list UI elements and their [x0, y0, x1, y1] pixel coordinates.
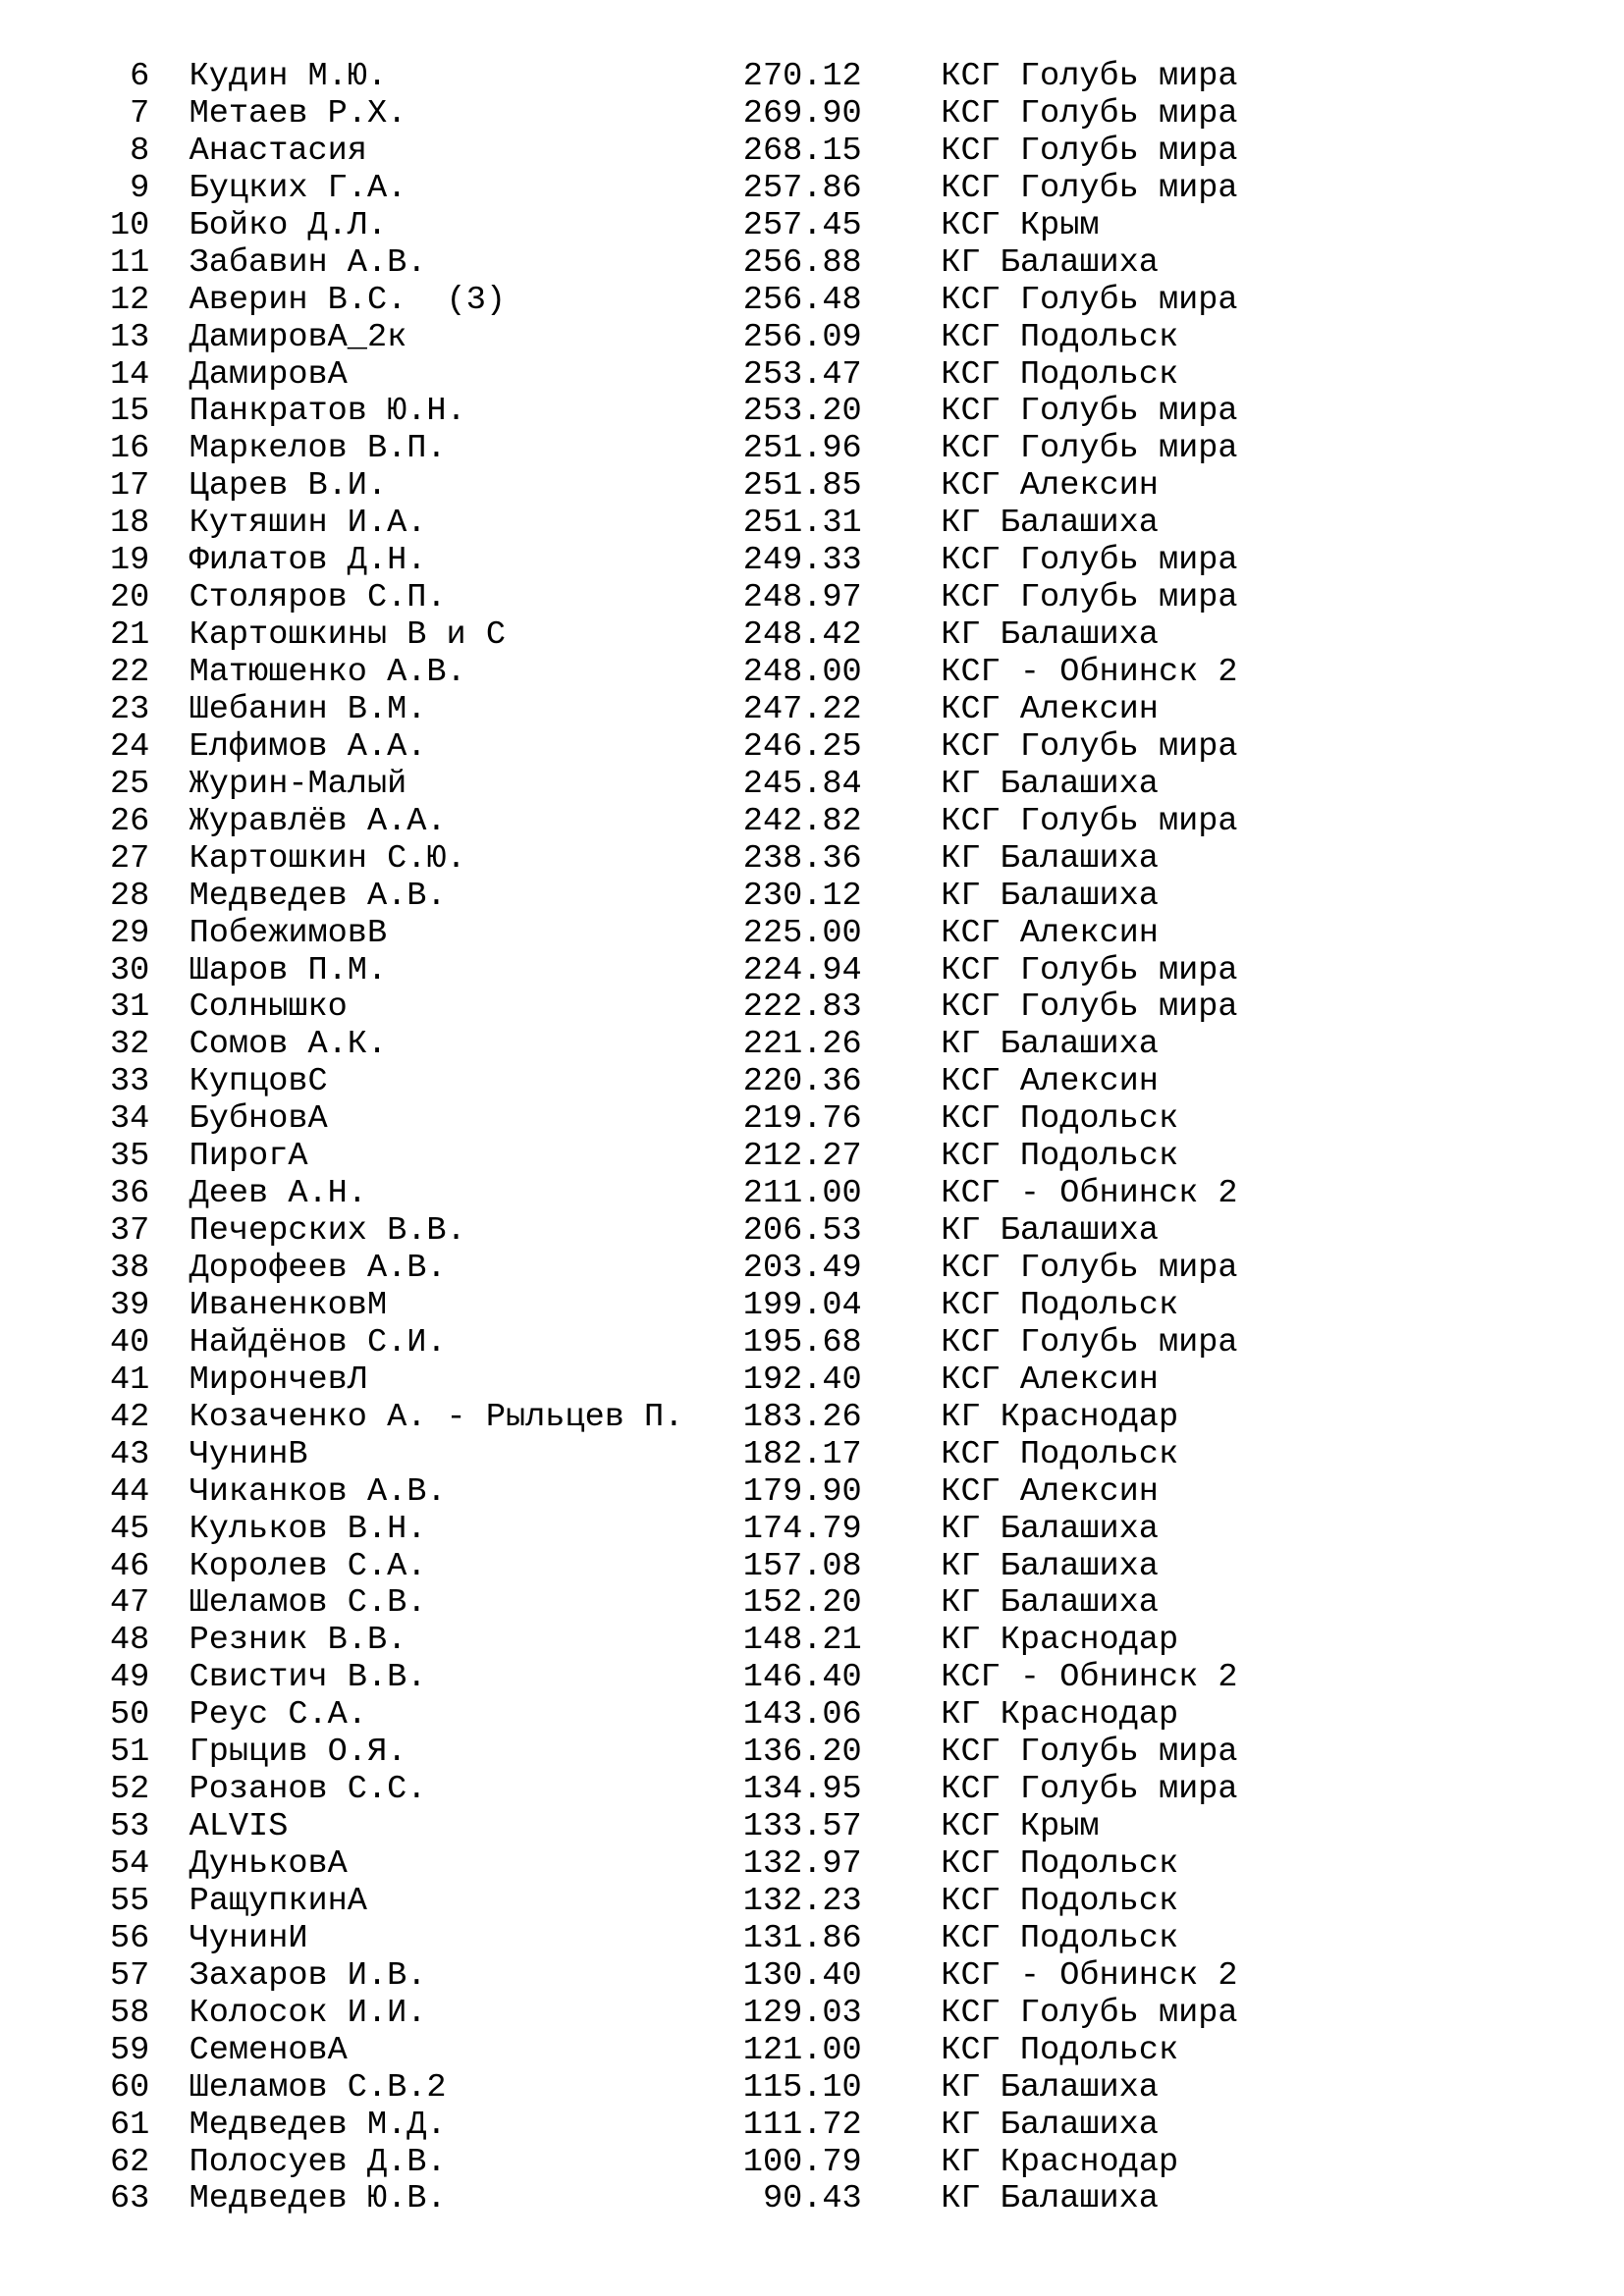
- table-row: 50 Реус С.А. 143.06 КГ Краснодар: [110, 1696, 1179, 1735]
- table-row: 11 Забавин А.В. 256.88 КГ Балашиха: [110, 243, 1159, 282]
- table-row: 22 Матюшенко А.В. 248.00 КСГ - Обнинск 2: [110, 654, 1238, 691]
- table-row: 39 ИваненковМ 199.04 КСГ Подольск: [110, 1286, 1179, 1324]
- table-row: 6 Кудин М.Ю. 270.12 КСГ Голубь мира: [110, 58, 1238, 95]
- table-row: 7 Метаев Р.Х. 269.90 КСГ Голубь мира: [110, 94, 1238, 133]
- table-row: 59 СеменовА 121.00 КСГ Подольск: [110, 2031, 1179, 2069]
- table-row: 57 Захаров И.В. 130.40 КСГ - Обнинск 2: [110, 1956, 1238, 1995]
- table-row: 28 Медведев А.В. 230.12 КГ Балашиха: [110, 877, 1159, 915]
- table-row: 49 Свистич В.В. 146.40 КСГ - Обнинск 2: [110, 1659, 1238, 1697]
- table-row: 44 Чиканков А.В. 179.90 КСГ Алексин: [110, 1472, 1159, 1511]
- table-row: 51 Грыцив О.Я. 136.20 КСГ Голубь мира: [110, 1734, 1238, 1772]
- table-row: 62 Полосуев Д.В. 100.79 КГ Краснодар: [110, 2143, 1179, 2181]
- table-row: 61 Медведев М.Д. 111.72 КГ Балашиха: [110, 2106, 1159, 2144]
- table-row: 34 БубновА 219.76 КСГ Подольск: [110, 1100, 1179, 1139]
- table-row: 36 Деев А.Н. 211.00 КСГ - Обнинск 2: [110, 1175, 1238, 1213]
- table-row: 21 Картошкины В и С 248.42 КГ Балашиха: [110, 616, 1159, 655]
- table-row: 23 Шебанин В.М. 247.22 КСГ Алексин: [110, 690, 1159, 728]
- table-row: 58 Колосок И.И. 129.03 КСГ Голубь мира: [110, 1994, 1238, 2032]
- table-row: 15 Панкратов Ю.Н. 253.20 КСГ Голубь мира: [110, 393, 1238, 431]
- table-row: 56 ЧунинИ 131.86 КСГ Подольск: [110, 1919, 1179, 1957]
- table-row: 20 Столяров С.П. 248.97 КСГ Голубь мира: [110, 579, 1238, 617]
- table-row: 63 Медведев Ю.В. 90.43 КГ Балашиха: [110, 2180, 1159, 2218]
- table-row: 30 Шаров П.М. 224.94 КСГ Голубь мира: [110, 951, 1238, 989]
- table-row: 42 Козаченко А. - Рыльцев П. 183.26 КГ Краснодар: [110, 1398, 1179, 1436]
- table-row: 10 Бойко Д.Л. 257.45 КСГ Крым: [110, 206, 1100, 244]
- table-row: 48 Резник В.В. 148.21 КГ Краснодар: [110, 1622, 1179, 1660]
- table-row: 12 Аверин В.С. (3) 256.48 КСГ Голубь мира: [110, 281, 1238, 319]
- results-list: [110, 59, 1238, 2218]
- table-row: 45 Кульков В.Н. 174.79 КГ Балашиха: [110, 1510, 1159, 1548]
- table-row: 13 ДамировА_2к 256.09 КСГ Подольск: [110, 318, 1179, 356]
- table-row: 19 Филатов Д.Н. 249.33 КСГ Голубь мира: [110, 542, 1238, 580]
- table-row: 60 Шеламов С.В.2 115.10 КГ Балашиха: [110, 2068, 1159, 2107]
- table-row: 38 Дорофеев А.В. 203.49 КСГ Голубь мира: [110, 1250, 1238, 1287]
- table-row: 25 Журин-Малый 245.84 КГ Балашиха: [110, 765, 1159, 803]
- table-row: 31 Солнышко 222.83 КСГ Голубь мира: [110, 988, 1238, 1027]
- table-row: 37 Печерских В.В. 206.53 КГ Балашиха: [110, 1212, 1159, 1251]
- table-row: 24 Елфимов А.А. 246.25 КСГ Голубь мира: [110, 727, 1238, 766]
- table-row: 33 КупцовС 220.36 КСГ Алексин: [110, 1063, 1159, 1101]
- table-row: 54 ДуньковА 132.97 КСГ Подольск: [110, 1845, 1179, 1883]
- table-row: 27 Картошкин С.Ю. 238.36 КГ Балашиха: [110, 839, 1159, 878]
- table-row: 8 Анастасия 268.15 КСГ Голубь мира: [110, 132, 1238, 170]
- table-row: 16 Маркелов В.П. 251.96 КСГ Голубь мира: [110, 430, 1238, 468]
- table-row: 9 Буцких Г.А. 257.86 КСГ Голубь мира: [110, 169, 1238, 207]
- table-row: 14 ДамировА 253.47 КСГ Подольск: [110, 355, 1179, 394]
- table-row: 55 РащупкинА 132.23 КСГ Подольск: [110, 1882, 1179, 1920]
- table-row: 41 МирончевЛ 192.40 КСГ Алексин: [110, 1361, 1159, 1399]
- table-row: 53 ALVIS 133.57 КСГ Крым: [110, 1808, 1100, 1846]
- table-row: 32 Сомов А.К. 221.26 КГ Балашиха: [110, 1026, 1159, 1064]
- table-row: 43 ЧунинВ 182.17 КСГ Подольск: [110, 1435, 1179, 1473]
- table-row: 47 Шеламов С.В. 152.20 КГ Балашиха: [110, 1584, 1159, 1623]
- table-row: 35 ПирогА 212.27 КСГ Подольск: [110, 1138, 1179, 1176]
- table-row: 40 Найдёнов С.И. 195.68 КСГ Голубь мира: [110, 1323, 1238, 1362]
- table-row: 17 Царев В.И. 251.85 КСГ Алексин: [110, 467, 1159, 506]
- table-row: 29 ПобежимовВ 225.00 КСГ Алексин: [110, 914, 1159, 952]
- table-row: 46 Королев С.А. 157.08 КГ Балашиха: [110, 1547, 1159, 1585]
- table-row: 18 Кутяшин И.А. 251.31 КГ Балашиха: [110, 505, 1159, 543]
- table-row: 26 Журавлёв А.А. 242.82 КСГ Голубь мира: [110, 802, 1238, 840]
- table-row: 52 Розанов С.С. 134.95 КСГ Голубь мира: [110, 1771, 1238, 1809]
